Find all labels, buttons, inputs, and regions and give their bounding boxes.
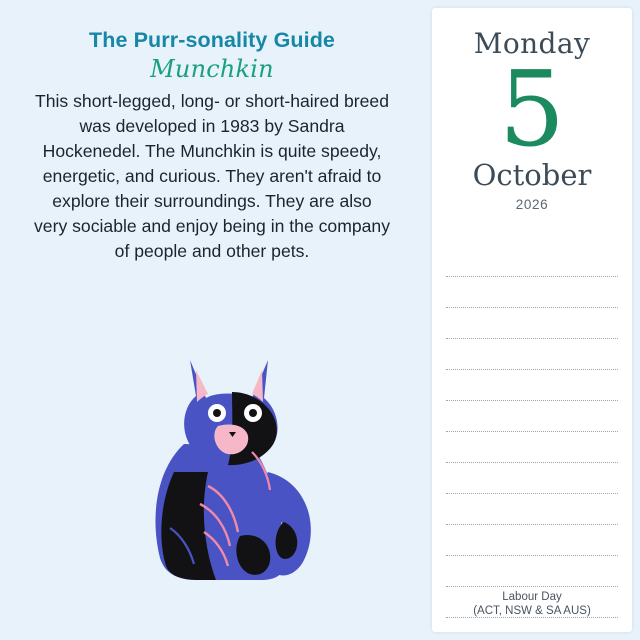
day-number: 5 — [498, 48, 566, 170]
note-line[interactable] — [446, 525, 618, 556]
month-label: October — [472, 157, 592, 192]
holiday-regions: (ACT, NSW & SA AUS) — [473, 605, 591, 617]
note-line[interactable] — [446, 401, 618, 432]
breed-name: Munchkin — [150, 55, 274, 83]
year-label: 2026 — [515, 196, 549, 212]
note-line[interactable] — [446, 339, 618, 370]
calendar-card — [432, 8, 632, 632]
note-line[interactable] — [446, 494, 618, 525]
note-lines-area[interactable] — [446, 246, 618, 618]
weekday-label: Monday — [473, 27, 591, 60]
holiday-name: Labour Day — [502, 591, 562, 603]
cat-illustration — [112, 322, 332, 584]
page-title: The Purr-sonality Guide — [88, 28, 335, 52]
note-line[interactable] — [446, 556, 618, 587]
note-line[interactable] — [446, 246, 618, 277]
breed-description: This short-legged, long- or short-haired breed was developed in 1983 by Sandra Hockenedel. The Munchkin is quite speedy, energetic, and curious. They aren't afraid to explore their surroundings. They are also very sociable and enjoy being in the company of people and other pets. — [34, 91, 391, 261]
holiday-note — [442, 590, 622, 618]
note-line[interactable] — [446, 277, 618, 308]
note-line[interactable] — [446, 370, 618, 401]
note-line[interactable] — [446, 308, 618, 339]
note-line[interactable] — [446, 463, 618, 494]
note-line[interactable] — [446, 432, 618, 463]
